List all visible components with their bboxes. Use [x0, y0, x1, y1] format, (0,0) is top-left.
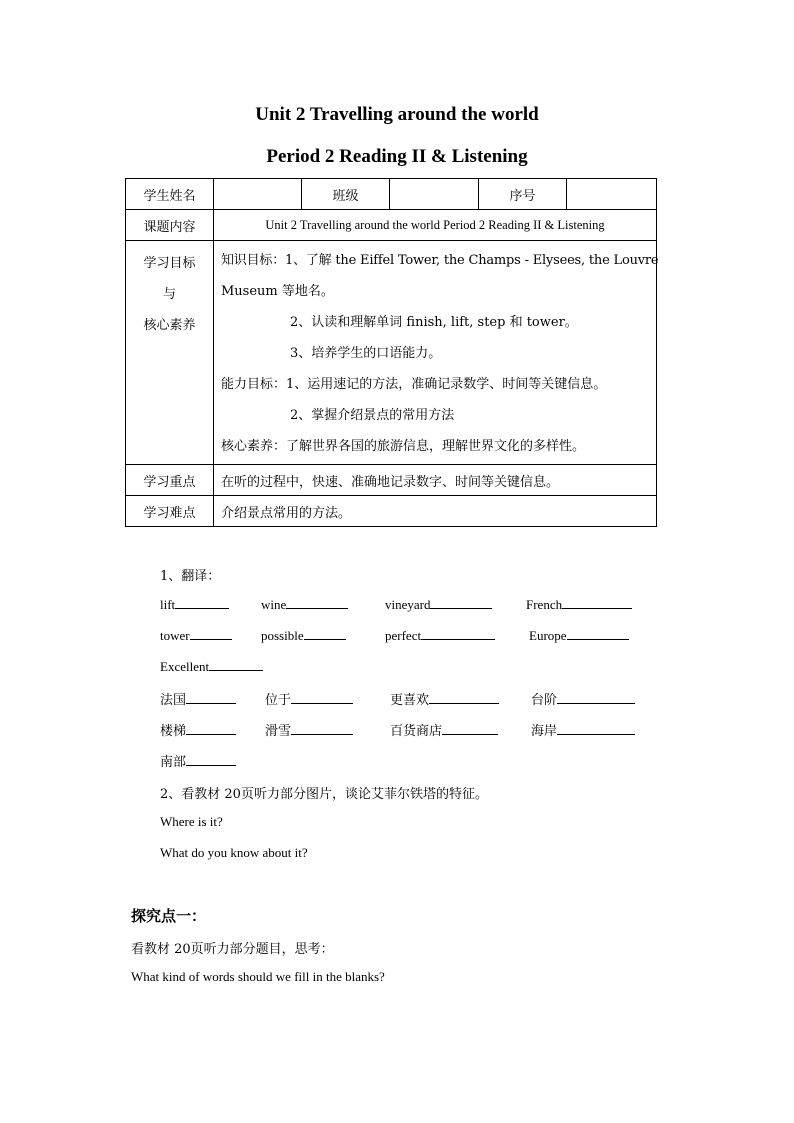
- vocab-word: wine: [261, 597, 287, 612]
- answer-blank[interactable]: [286, 596, 348, 609]
- explore-point-title: 探究点一：: [131, 907, 207, 925]
- goals-label-line1: 学习目标: [143, 256, 196, 271]
- explore-instruction: 看教材 20页听力部分题目，思考：: [131, 942, 334, 957]
- answer-blank[interactable]: [175, 596, 229, 609]
- student-name-label: 学生姓名: [126, 179, 214, 210]
- vocab-word: perfect: [385, 628, 422, 643]
- vocab-word: 海岸: [531, 724, 558, 739]
- answer-blank[interactable]: [421, 627, 495, 640]
- answer-blank[interactable]: [291, 722, 353, 735]
- goal-line: 2、掌握介绍景点的常用方法: [290, 408, 455, 423]
- vocab-word: 百货商店: [390, 724, 443, 739]
- vocab-word: possible: [261, 628, 304, 643]
- answer-blank[interactable]: [190, 627, 232, 640]
- answer-blank[interactable]: [186, 691, 236, 704]
- goal-line: 2、认读和理解单词 finish, lift, step 和 tower。: [290, 315, 578, 330]
- goals-label: [126, 241, 214, 465]
- vocab-word: Excellent: [160, 659, 210, 674]
- goal-line: 能力目标：1、运用速记的方法，准确记录数学、时间等关键信息。: [221, 377, 607, 392]
- topic-label: 课题内容: [126, 210, 214, 241]
- goals-content: [214, 241, 657, 465]
- answer-blank[interactable]: [304, 627, 346, 640]
- vocab-word: 台阶: [531, 693, 558, 708]
- class-label: 班级: [302, 179, 390, 210]
- answer-blank[interactable]: [186, 722, 236, 735]
- goal-line: 知识目标：1、了解 the Eiffel Tower, the Champs - Elysees, the Louvre: [221, 253, 659, 268]
- answer-blank[interactable]: [557, 722, 635, 735]
- explore-question: What kind of words should we fill in the blanks?: [131, 969, 385, 984]
- goal-line: 3、培养学生的口语能力。: [290, 346, 442, 361]
- difficulty-label: 学习难点: [126, 496, 214, 527]
- class-value[interactable]: [390, 179, 479, 210]
- answer-blank[interactable]: [557, 691, 635, 704]
- vocab-word: 楼梯: [160, 724, 187, 739]
- vocab-word: French: [526, 597, 563, 612]
- document-subtitle: Period 2 Reading II & Listening: [266, 146, 528, 167]
- section1-title: 1、翻译：: [160, 569, 221, 584]
- difficulty-value: 介绍景点常用的方法。: [214, 496, 657, 527]
- vocab-word: 法国: [160, 693, 187, 708]
- vocab-word: 滑雪: [265, 724, 292, 739]
- goals-label-line3: 核心素养: [143, 318, 196, 333]
- answer-blank[interactable]: [430, 596, 492, 609]
- answer-blank[interactable]: [209, 658, 263, 671]
- number-value[interactable]: [567, 179, 657, 210]
- info-table: [125, 178, 657, 527]
- key-point-label: 学习重点: [126, 465, 214, 496]
- answer-blank[interactable]: [562, 596, 632, 609]
- vocab-word: 更喜欢: [390, 693, 430, 708]
- goal-line: Museum 等地名。: [221, 284, 334, 299]
- question-what-know: What do you know about it?: [160, 845, 308, 860]
- answer-blank[interactable]: [186, 753, 236, 766]
- answer-blank[interactable]: [567, 627, 629, 640]
- goal-line: 核心素养：了解世界各国的旅游信息，理解世界文化的多样性。: [221, 439, 586, 454]
- number-label: 序号: [479, 179, 567, 210]
- vocab-word: lift: [160, 597, 176, 612]
- answer-blank[interactable]: [291, 691, 353, 704]
- document-title: Unit 2 Travelling around the world: [255, 104, 539, 125]
- vocab-word: 位于: [265, 693, 292, 708]
- student-name-value[interactable]: [214, 179, 302, 210]
- vocab-word: tower: [160, 628, 190, 643]
- answer-blank[interactable]: [429, 691, 499, 704]
- vocab-word: 南部: [160, 755, 187, 770]
- section2-title: 2、看教材 20页听力部分图片，谈论艾菲尔铁塔的特征。: [160, 787, 488, 802]
- goals-label-line2: 与: [162, 287, 176, 302]
- vocab-word: vineyard: [385, 597, 431, 612]
- key-point-value: 在听的过程中，快速、准确地记录数字、时间等关键信息。: [214, 465, 657, 496]
- answer-blank[interactable]: [442, 722, 498, 735]
- topic-value: Unit 2 Travelling around the world Period 2 Reading II & Listening: [214, 210, 657, 241]
- vocab-word: Europe: [529, 628, 567, 643]
- question-where: Where is it?: [160, 814, 223, 829]
